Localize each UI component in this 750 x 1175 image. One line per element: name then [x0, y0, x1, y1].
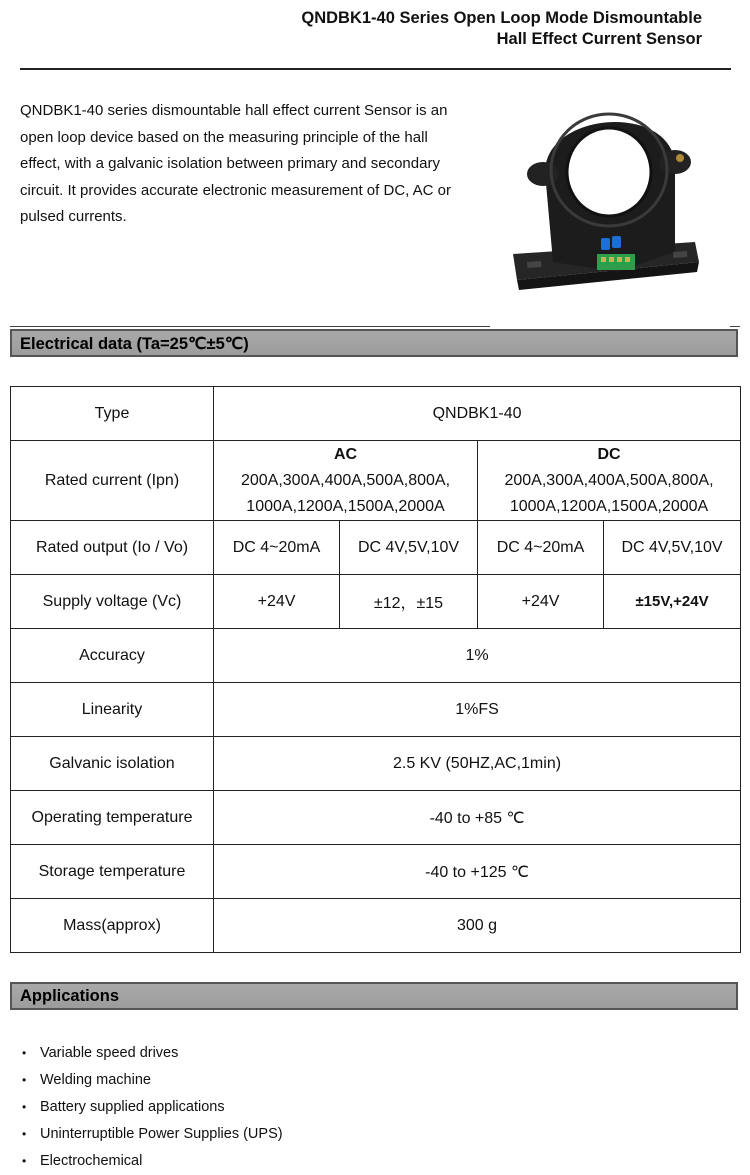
operating-temperature-value: -40 to +85 ℃: [214, 791, 741, 845]
intro-line: QNDBK1-40 series dismountable hall effect current Sensor is an: [20, 102, 448, 119]
electrical-data-heading-bar: [10, 329, 738, 357]
rated-output-cell: DC 4~20mA: [478, 521, 604, 575]
section-rule: [730, 326, 740, 327]
galvanic-isolation-value: 2.5 KV (50HZ,AC,1min): [214, 737, 741, 791]
applications-list: [22, 1040, 283, 1175]
title-line-1: QNDBK1-40 Series Open Loop Mode Dismountable: [301, 9, 702, 27]
type-value: QNDBK1-40: [214, 387, 741, 441]
row-label-rated-output: Rated output (Io / Vo): [11, 521, 214, 575]
document-title: [301, 8, 702, 50]
electrical-data-heading: Electrical data (Ta=25℃±5℃): [20, 335, 249, 353]
row-label-operating-temperature: Operating temperature: [11, 791, 214, 845]
dc-current-line2: 1000A,1200A,1500A,2000A: [509, 497, 709, 515]
intro-line: open loop device based on the measuring principle of the hall: [20, 128, 428, 146]
accuracy-value: 1%: [214, 629, 741, 683]
applications-heading: Applications: [20, 987, 120, 1005]
ac-label: AC: [333, 445, 358, 463]
supply-voltage-cell: ±12，±15: [340, 575, 478, 629]
rated-current-ac: [214, 441, 478, 521]
intro-line: effect, with a galvanic isolation between primary and secondary: [20, 155, 440, 172]
table-row: [11, 575, 741, 629]
row-label-rated-current: Rated current (Ipn): [11, 441, 214, 521]
dc-label: DC: [597, 445, 621, 463]
ac-current-line1: 200A,300A,400A,500A,800A,: [240, 471, 451, 489]
list-item: • Battery supplied applications: [22, 1094, 283, 1121]
list-item: • Variable speed drives: [22, 1040, 283, 1067]
title-divider: [20, 68, 731, 70]
intro-paragraph: [20, 98, 490, 231]
list-item: • Welding machine: [22, 1067, 283, 1094]
title-line-2: Hall Effect Current Sensor: [496, 30, 702, 48]
intro-line: circuit. It provides accurate electronic measurement of DC, AC or: [20, 181, 452, 199]
supply-voltage-cell: +24V: [478, 575, 604, 629]
dc-current-line1: 200A,300A,400A,500A,800A,: [504, 471, 714, 489]
ac-current-line2: 1000A,1200A,1500A,2000A: [246, 497, 445, 515]
linearity-value: 1%FS: [214, 683, 741, 737]
table-row: [11, 629, 741, 683]
list-item: • Uninterruptible Power Supplies (UPS): [22, 1121, 283, 1148]
list-item: • Electrochemical: [22, 1148, 283, 1175]
row-label-galvanic-isolation: Galvanic isolation: [11, 737, 214, 791]
supply-voltage-cell: ±15V,+24V: [604, 575, 741, 629]
row-label-accuracy: Accuracy: [11, 629, 214, 683]
electrical-data-table: [10, 386, 741, 953]
table-row: [11, 441, 741, 521]
row-label-type: Type: [11, 387, 214, 441]
storage-temperature-value: -40 to +125 ℃: [214, 845, 741, 899]
table-row: [11, 899, 741, 953]
intro-line: pulsed currents.: [20, 208, 127, 225]
table-row: [11, 521, 741, 575]
row-label-supply-voltage: Supply voltage (Vc): [11, 575, 214, 629]
table-row: [11, 737, 741, 791]
table-row: [11, 387, 741, 441]
row-label-mass: Mass(approx): [11, 899, 214, 953]
rated-current-dc: [478, 441, 741, 521]
table-row: [11, 791, 741, 845]
row-label-linearity: Linearity: [11, 683, 214, 737]
table-row: [11, 683, 741, 737]
applications-heading-bar: [10, 982, 738, 1010]
supply-voltage-cell: +24V: [214, 575, 340, 629]
mass-value: 300 g: [214, 899, 741, 953]
section-rule: [10, 326, 490, 327]
table-row: [11, 845, 741, 899]
rated-output-cell: DC 4V,5V,10V: [604, 521, 741, 575]
row-label-storage-temperature: Storage temperature: [11, 845, 214, 899]
sensor-product-image: [505, 102, 705, 312]
rated-output-cell: DC 4V,5V,10V: [340, 521, 478, 575]
rated-output-cell: DC 4~20mA: [214, 521, 340, 575]
